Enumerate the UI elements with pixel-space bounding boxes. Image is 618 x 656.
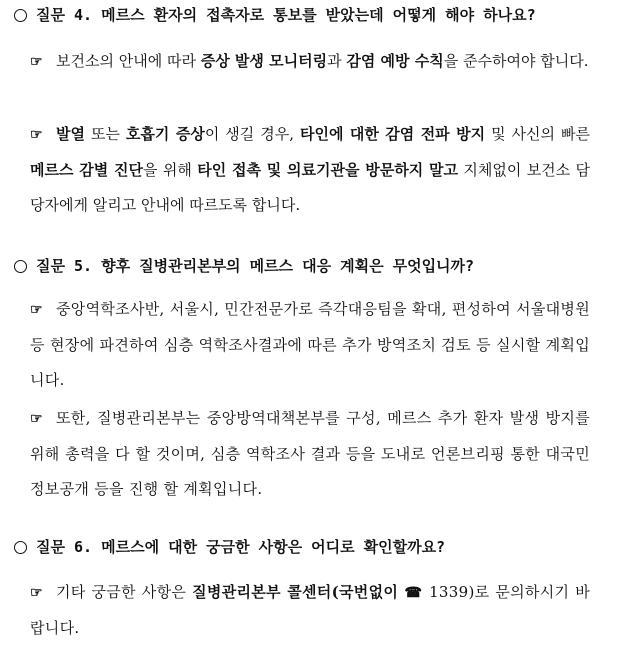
answer-4-1-text-1: 보건소의 안내에 따라 [56,52,201,70]
pointing-hand-icon: ☞ [30,127,43,143]
answer-5-2 [30,401,590,507]
pointing-hand-icon: ☞ [30,302,43,318]
circle-bullet-icon [14,260,27,273]
answer-6-1-text-2: )로 문의하시기 바랍니다. [30,583,591,637]
circle-bullet-icon [14,541,27,554]
answer-4-2-text-1: 또는 [84,125,126,143]
question-5-heading [14,256,474,276]
pointing-hand-icon: ☞ [30,585,43,601]
question-4-heading [14,5,536,25]
answer-4-1-bold-1: 증상 발생 모니터링 [200,52,328,70]
answer-4-1 [30,44,590,80]
answer-4-2 [30,117,590,223]
circle-bullet-icon [14,9,27,22]
answer-4-2-bold-1: 발열 [56,125,85,143]
answer-4-2-text-4: 을 위해 [143,161,198,179]
answer-6-1 [30,575,590,646]
answer-4-2-bold-3: 타인에 대한 감염 전파 방지 [299,125,486,143]
question-5-text: 질문 5. 향후 질병관리본부의 메르스 대응 계획은 무엇입니까? [36,257,475,275]
answer-4-2-bold-2: 호흡기 증상 [125,125,205,143]
answer-5-1 [30,292,590,398]
answer-4-1-bold-2: 감염 예방 수칙 [346,52,444,70]
pointing-hand-icon: ☞ [30,411,43,427]
answer-5-1-text: 중앙역학조사반, 서울시, 민간전문가로 즉각대응팀을 확대, 편성하여 서울대병원 등 현장에 파견하여 심층 역학조사결과에 따른 추가 방역조치 검토 등 실시할 계획입니다. [30,300,590,389]
answer-4-2-bold-4: 메르스 감별 진단 [30,161,144,179]
phone-icon: ☎ [404,585,424,601]
answer-4-2-text-5: 지체없이 보건소 담당자에게 알리고 안내에 따르도록 합니다. [30,161,590,214]
question-6-heading [14,537,445,557]
question-6-text: 질문 6. 메르스에 대한 궁금한 사항은 어디로 확인할까요? [36,538,446,556]
answer-4-2-text-2: 이 생길 경우, [204,125,300,143]
answer-4-2-bold-5: 타인 접촉 및 의료기관을 방문하지 말고 [197,161,459,179]
answer-5-2-text: 또한, 질병관리본부는 중앙방역대책본부를 구성, 메르스 추가 환자 발생 방지를 위해 총력을 다 할 것이며, 심층 역학조사 결과 등을 도내로 언론브리핑 통한 대국민 정보공개 등을 진행 할 계획입니다. [30,409,590,498]
pointing-hand-icon: ☞ [30,54,43,70]
answer-4-1-text-2: 과 [327,52,347,70]
answer-6-1-number: 1339 [429,583,469,601]
question-4-text: 질문 4. 메르스 환자의 접촉자로 통보를 받았는데 어떻게 해야 하나요? [36,6,536,24]
answer-4-2-text-3: 및 사신의 빠른 [485,125,590,143]
answer-6-1-text-1: 기타 궁금한 사항은 [56,583,193,601]
answer-4-1-text-3: 을 준수하여야 합니다. [443,52,589,70]
answer-6-1-bold-1: 질병관리본부 콜센터(국번없이 [192,583,405,601]
